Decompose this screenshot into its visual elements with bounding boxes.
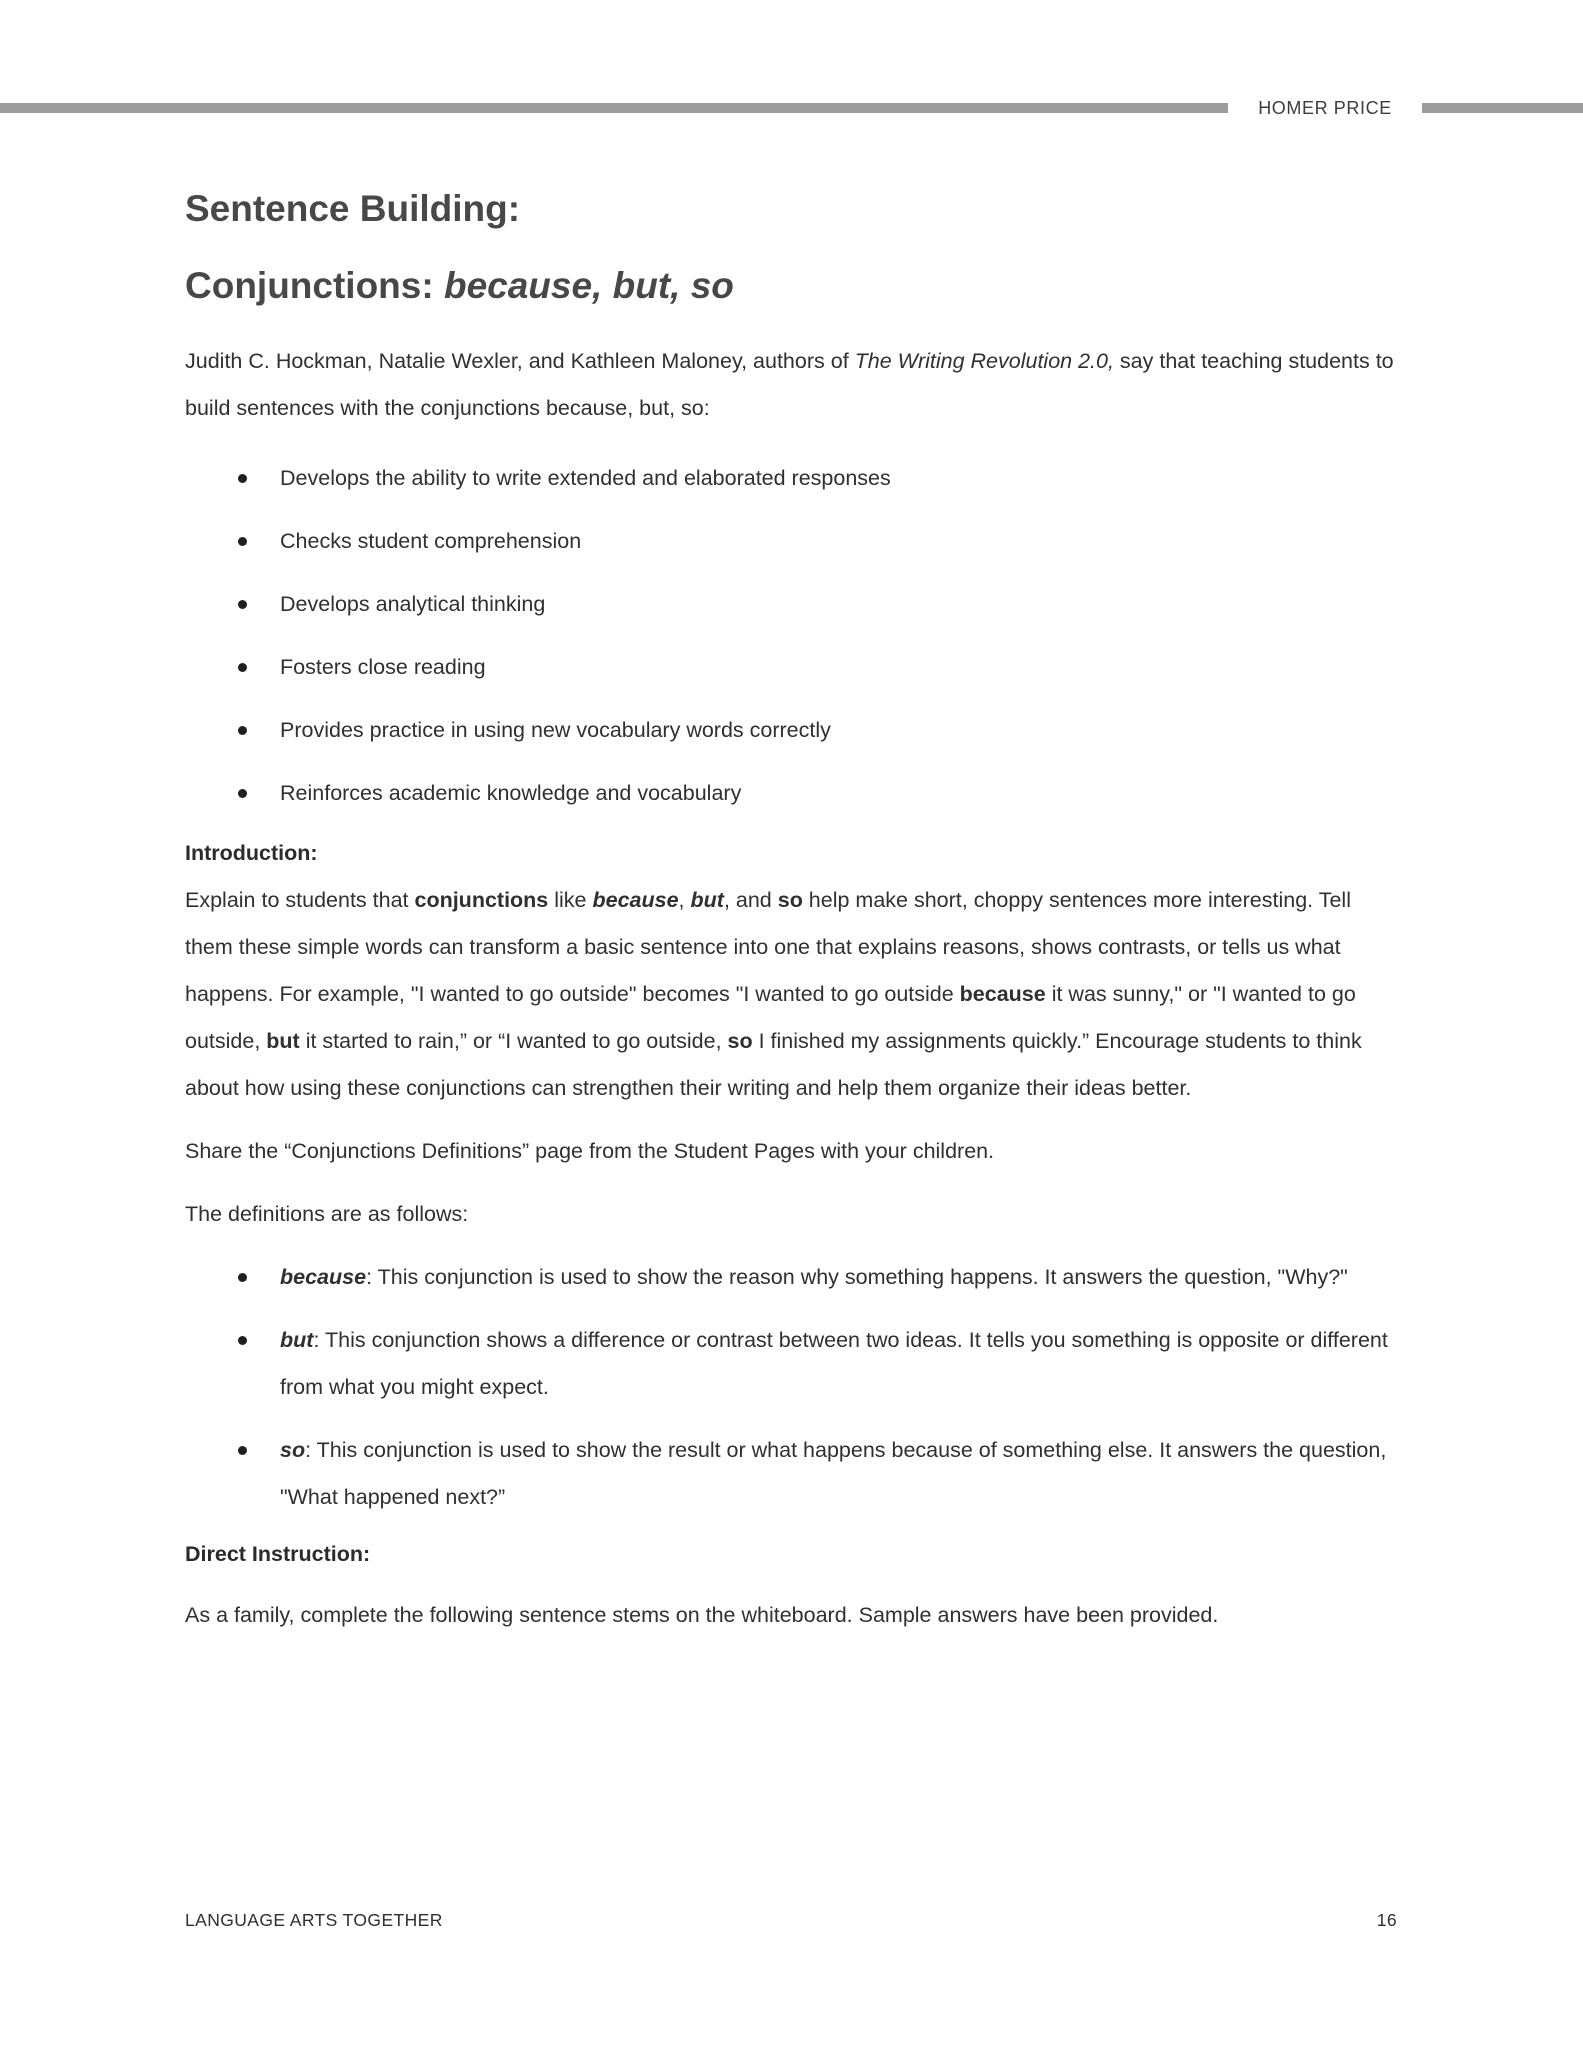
list-item-text: Fosters close reading (280, 655, 486, 679)
main-content (185, 190, 1397, 1655)
list-item (185, 707, 1397, 754)
benefits-list (185, 455, 1397, 817)
list-item-text: Reinforces academic knowledge and vocabulary (280, 781, 742, 805)
header-rule-left (0, 103, 1228, 113)
list-item (185, 1254, 1397, 1301)
header-rule-right (1422, 103, 1583, 113)
list-item-text: so: This conjunction is used to show the result or what happens because of something else. It answers the question, "What happened next?” (280, 1438, 1387, 1509)
header-brand-label: HOMER PRICE (1258, 97, 1392, 118)
list-item (185, 581, 1397, 628)
list-item (185, 644, 1397, 691)
byline-paragraph: Judith C. Hockman, Natalie Wexler, and Kathleen Maloney, authors of The Writing Revolution 2.0, say that teaching students to build sentences with the conjunctions because, but, so: (185, 349, 1394, 420)
introduction-heading: Introduction: (185, 841, 318, 865)
list-item (185, 518, 1397, 565)
definitions-intro-paragraph: The definitions are as follows: (185, 1202, 469, 1226)
list-item-text: Provides practice in using new vocabulary words correctly (280, 718, 831, 742)
list-item-text: but: This conjunction shows a difference or contrast between two ideas. It tells you something is opposite or different from what you might expect. (280, 1328, 1388, 1399)
list-item-text: because: This conjunction is used to show the reason why something happens. It answers the question, "Why?" (280, 1265, 1348, 1289)
bullet-icon (238, 600, 247, 609)
bullet-icon (238, 474, 247, 483)
list-item-text: Develops the ability to write extended and elaborated responses (280, 466, 891, 490)
list-item (185, 1427, 1397, 1521)
definitions-list (185, 1254, 1397, 1521)
bullet-icon (238, 1446, 247, 1455)
bullet-icon (238, 789, 247, 798)
list-item-text: Checks student comprehension (280, 529, 582, 553)
list-item (185, 770, 1397, 817)
page-footer (185, 1910, 1397, 1931)
list-item (185, 1317, 1397, 1411)
bullet-icon (238, 726, 247, 735)
page-header (0, 97, 1583, 119)
list-item-text: Develops analytical thinking (280, 592, 546, 616)
bullet-icon (238, 663, 247, 672)
introduction-paragraph: Explain to students that conjunctions like because, but, and so help make short, choppy sentences more interesting. Tell them these simple words can transform a basic sentence into one that explains reasons, shows contrasts, or tells us what happens. For example, "I wanted to go outside" becomes "I wanted to go outside because it was sunny," or "I wanted to go outside, but it started to rain,” or “I wanted to go outside, so I finished my assignments quickly.” Encourage students to think about how using these conjunctions can strengthen their writing and help them organize their ideas better. (185, 888, 1362, 1100)
page-title-line2: Conjunctions: because, but, so (185, 265, 734, 306)
page-title-line1: Sentence Building: (185, 188, 521, 229)
direct-instruction-paragraph: As a family, complete the following sentence stems on the whiteboard. Sample answers have been provided. (185, 1603, 1219, 1627)
page-number: 16 (1376, 1910, 1397, 1930)
direct-instruction-heading: Direct Instruction: (185, 1542, 371, 1566)
page-title (185, 190, 1397, 305)
share-paragraph: Share the “Conjunctions Definitions” page from the Student Pages with your children. (185, 1139, 995, 1163)
list-item (185, 455, 1397, 502)
footer-brand-label: LANGUAGE ARTS TOGETHER (185, 1910, 443, 1930)
bullet-icon (238, 1273, 247, 1282)
bullet-icon (238, 537, 247, 546)
bullet-icon (238, 1336, 247, 1345)
